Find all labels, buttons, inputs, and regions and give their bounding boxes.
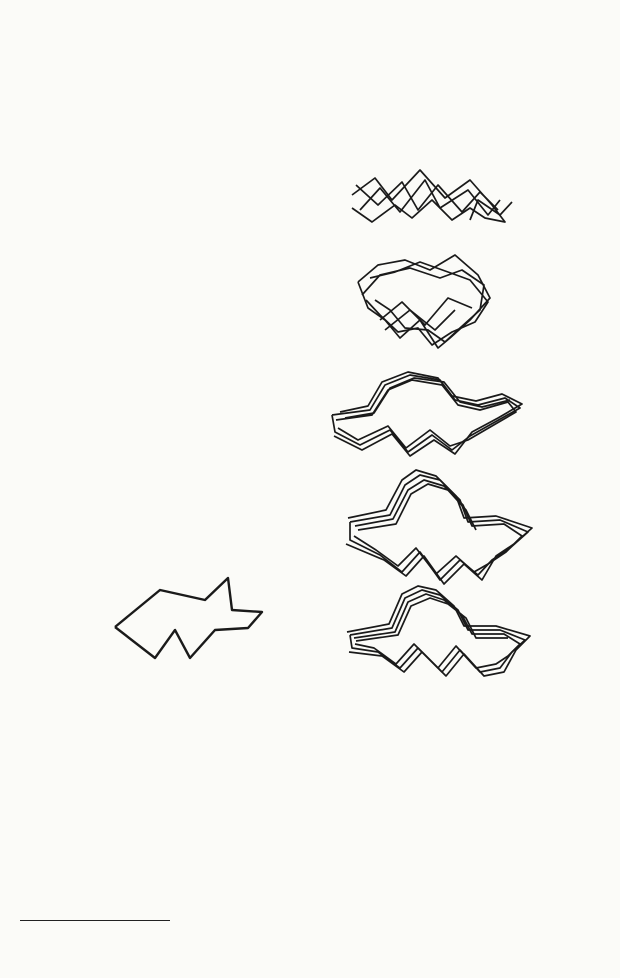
original-drawing xyxy=(115,578,262,658)
rank-1-drawing xyxy=(358,255,490,348)
rank-3-drawing xyxy=(346,470,532,584)
rank-2-drawing xyxy=(332,372,522,456)
rank-4-drawing xyxy=(347,586,530,676)
rank-0-drawing xyxy=(352,170,512,222)
figure-drawings xyxy=(0,160,620,710)
footnote-divider xyxy=(20,920,170,921)
figure-5 xyxy=(0,160,620,710)
